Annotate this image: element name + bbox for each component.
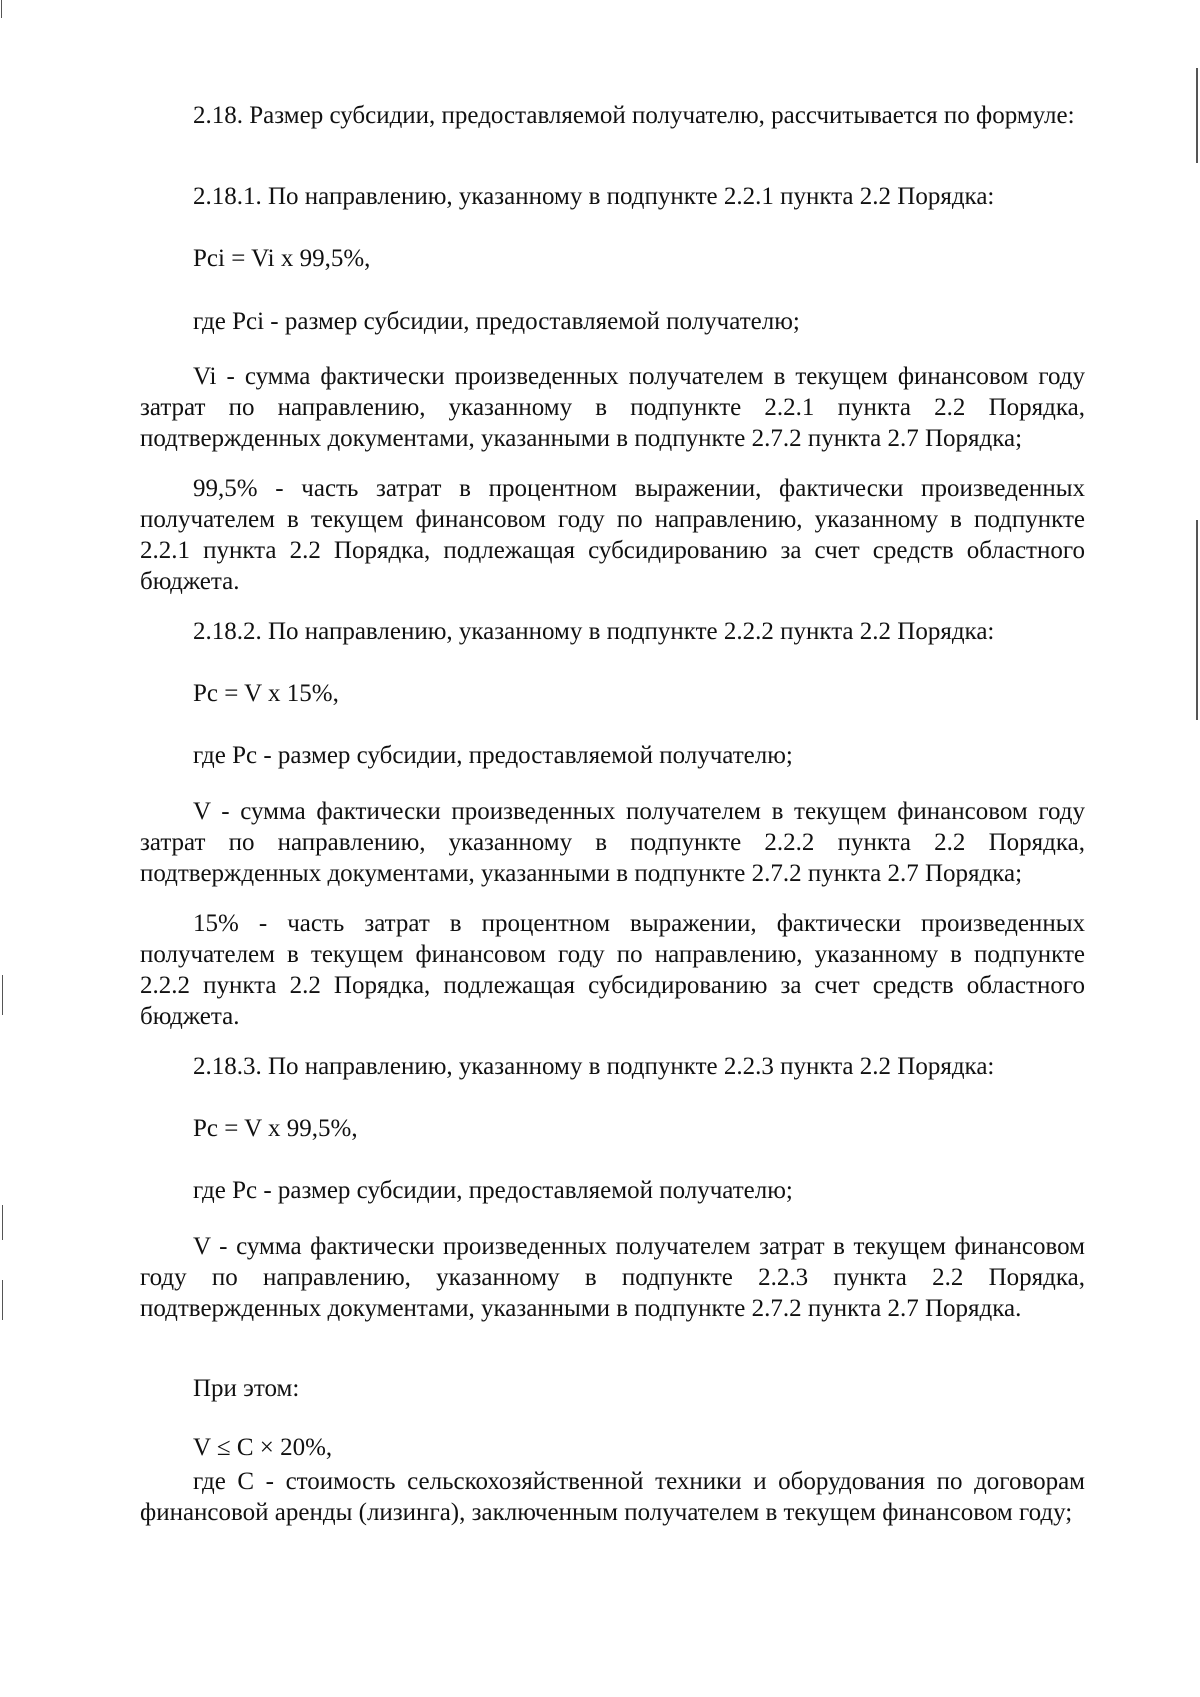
formula-1-rate-definition: 99,5% - часть затрат в процентном выражении, фактически произведенных получателем в текущем финансовом году по направлению, указанному в подпункте 2.2.1 пункта 2.2 Порядка, подлежащая субсидированию за счет средств областного бюджета. — [140, 475, 1085, 595]
condition-formula: V ≤ C × 20%, — [193, 1434, 333, 1461]
formula-3-pc-definition: где Pc - размер субсидии, предоставляемой получателю; — [193, 1177, 793, 1204]
scan-edge-mark — [1196, 520, 1198, 720]
scan-edge-mark — [1, 0, 2, 18]
paragraph-2-18-1: 2.18.1. По направлению, указанному в подпункте 2.2.1 пункта 2.2 Порядка: — [193, 183, 995, 210]
paragraph-2-18-2: 2.18.2. По направлению, указанному в подпункте 2.2.2 пункта 2.2 Порядка: — [193, 618, 995, 645]
formula-1-vi-definition: Vi - сумма фактически произведенных получателем в текущем финансовом году затрат по направлению, указанному в подпункте 2.2.1 пункта 2.2 Порядка, подтвержденных документами, указанными в подпункте 2.7.2 пункта 2.7 Порядка; — [140, 363, 1085, 452]
formula-1-pci-definition: где Pci - размер субсидии, предоставляемой получателю; — [193, 308, 800, 335]
formula-1: Pci = Vi x 99,5%, — [193, 245, 371, 272]
formula-3-v-definition: V - сумма фактически произведенных получателем затрат в текущем финансовом году по направлению, указанному в подпункте 2.2.3 пункта 2.2 Порядка, подтвержденных документами, указанными в подпункте 2.7.2 пункта 2.7 Порядка. — [140, 1233, 1085, 1322]
formula-2: Pc = V x 15%, — [193, 680, 339, 707]
scan-edge-mark — [2, 975, 3, 1015]
paragraph-2-18-3: 2.18.3. По направлению, указанному в подпункте 2.2.3 пункта 2.2 Порядка: — [193, 1053, 995, 1080]
condition-c-definition: где C - стоимость сельскохозяйственной техники и оборудования по договорам финансовой аренды (лизинга), заключенным получателем в текущем финансовом году; — [140, 1468, 1085, 1526]
formula-2-pc-definition: где Pc - размер субсидии, предоставляемой получателю; — [193, 742, 793, 769]
paragraph-2-18: 2.18. Размер субсидии, предоставляемой получателю, рассчитывается по формуле: — [193, 102, 1075, 129]
formula-2-rate-definition: 15% - часть затрат в процентном выражении, фактически произведенных получателем в текущем финансовом году по направлению, указанному в подпункте 2.2.2 пункта 2.2 Порядка, подлежащая субсидированию за счет средств областного бюджета. — [140, 910, 1085, 1030]
formula-2-v-definition: V - сумма фактически произведенных получателем в текущем финансовом году затрат по направлению, указанному в подпункте 2.2.2 пункта 2.2 Порядка, подтвержденных документами, указанными в подпункте 2.7.2 пункта 2.7 Порядка; — [140, 798, 1085, 887]
scan-edge-mark — [2, 1205, 3, 1240]
formula-3: Pc = V x 99,5%, — [193, 1115, 358, 1142]
scan-edge-mark — [1196, 68, 1198, 163]
scan-edge-mark — [2, 1280, 3, 1320]
condition-intro: При этом: — [193, 1375, 300, 1402]
